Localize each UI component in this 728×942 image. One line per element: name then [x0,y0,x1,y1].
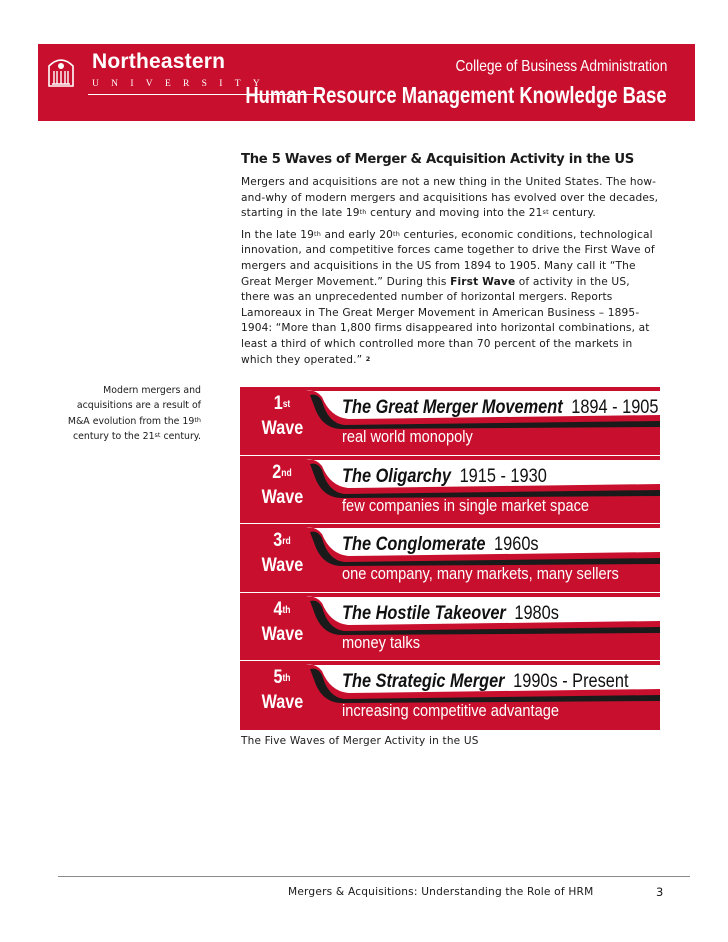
wave-row [240,593,660,662]
footer-divider [58,876,690,877]
header-banner [38,44,695,121]
wave-label: Wave [261,623,304,645]
wave-description: real world monopoly [342,427,473,446]
wave-label: Wave [261,555,304,577]
wave-ordinal: 4th [273,598,291,620]
wave-ordinal: 2nd [272,461,292,483]
wave-description: money talks [342,632,421,652]
wave-years: 1960s [494,534,539,556]
wave-years: 1894 - 1905 [571,397,659,418]
wave-description: increasing competitive advantage [342,701,560,721]
article-title: The 5 Waves of Merger & Acquisition Activity in the US [241,152,634,167]
article-body [241,152,661,374]
five-waves-figure [240,387,660,730]
wave-ordinal: 1st [273,393,291,414]
wave-years: 1915 - 1930 [459,465,547,487]
wave-era-name: The Conglomerate 1960s [342,534,539,556]
university-subtitle: UNIVERSITY [92,79,272,89]
knowledge-base-title: Human Resource Management Knowledge Base [245,82,667,108]
page-number: 3 [656,885,664,899]
wave-years: 1990s - Present [513,671,629,693]
wave-label: Wave [261,418,304,439]
wave-row [240,524,660,593]
footer-title: Mergers & Acquisitions: Understanding the Role of HRM [288,886,594,898]
wave-era-name: The Oligarchy 1915 - 1930 [342,465,547,487]
intro-paragraph: Mergers and acquisitions are not a new thing in the United States. The how-and-why of modern mergers and acquisitions has evolved over the decades, starting in the late 19th century and moving into the 21st century. [241,176,659,220]
wave-ordinal: 5th [273,667,291,689]
wave-years: 1980s [514,602,559,624]
wave-description: one company, many markets, many sellers [342,564,619,584]
footnote-ref: 2 [365,354,371,363]
wave-label: Wave [261,692,304,714]
wave-row [240,661,660,730]
university-name: Northeastern [92,50,226,73]
wave-era-name: The Strategic Merger 1990s - Present [342,671,629,693]
first-wave-paragraph: In the late 19th and early 20th centuries, economic conditions, technological innovation, and competitive forces came together to drive the First Wave of mergers and acquisitions in the US from 1894 to 1905. Many call it “The Great Merger Movement.” During this First Wave of activity in the US, there was an unprecedented number of horizontal mergers. Reports Lamoreaux in The Great Merger Movement in American Business – 1895-1904: “More than 1,800 firms disappeared into horizontal combinations, at least a third of which controlled more than 70 percent of the markets in which they operated.” $^2$ [241,228,655,366]
wave-label: Wave [261,486,304,508]
sidebar-callout: Modern mergers and acquisitions are a result of M&A evolution from the 19th century to the 21st century. [67,385,201,442]
figure-caption: The Five Waves of Merger Activity in the US [241,735,479,747]
wave-era-name: The Hostile Takeover 1980s [342,602,559,624]
college-name: College of Business Administration [455,58,667,75]
wave-era-name: The Great Merger Movement 1894 - 1905 [342,397,659,418]
wave-description: few companies in single market space [342,495,590,515]
university-seal-icon [46,54,76,88]
wave-row [240,456,660,525]
wave-ordinal: 3rd [273,530,291,552]
wave-row [240,387,660,456]
